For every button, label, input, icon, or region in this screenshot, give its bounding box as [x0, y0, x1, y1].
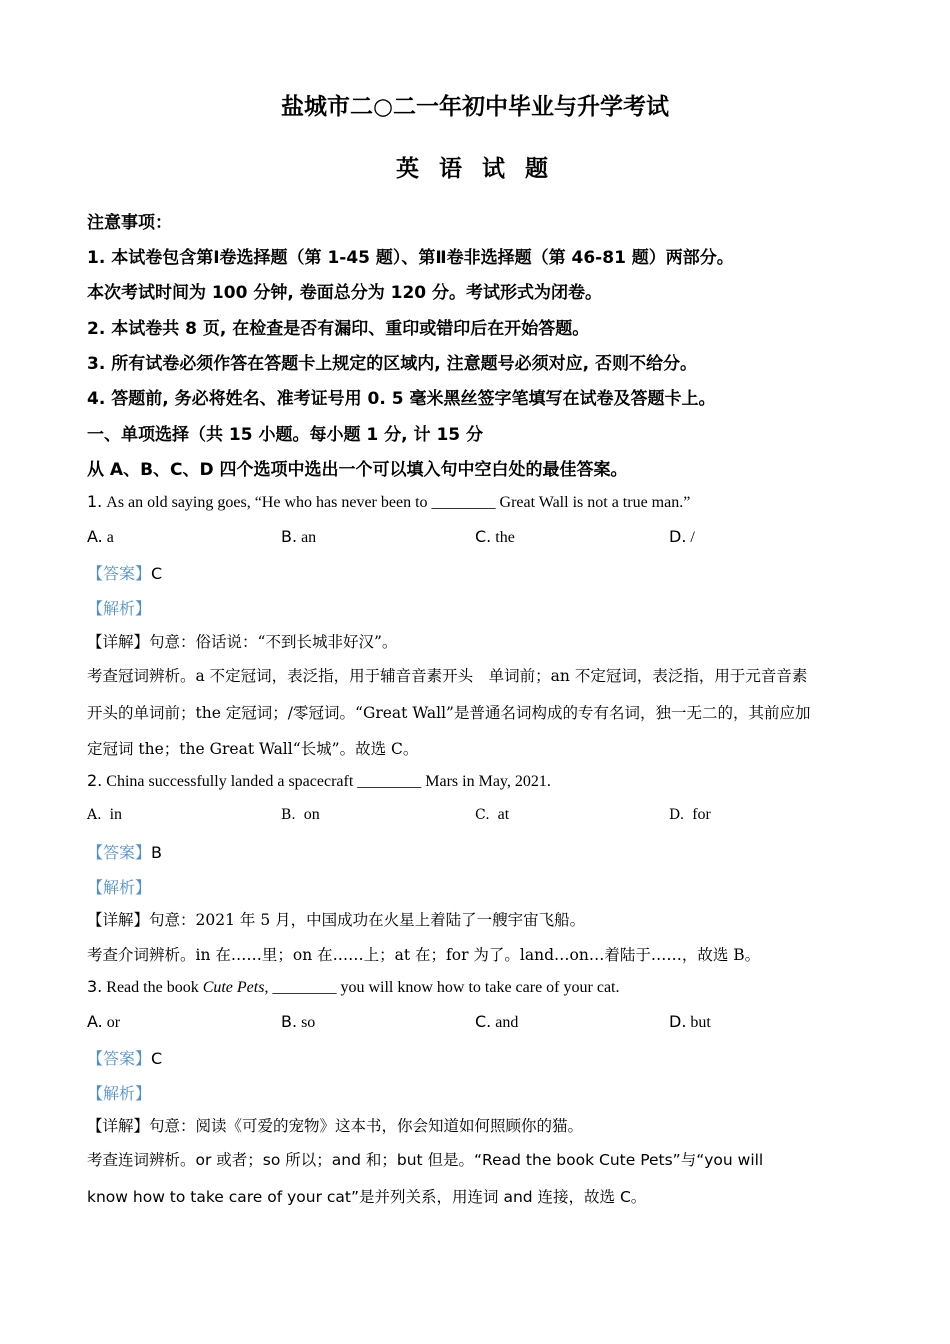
answer-value: B: [151, 843, 162, 862]
option-text: /: [690, 529, 695, 546]
detail-line: [87, 1114, 583, 1136]
question-number: 1.: [87, 492, 103, 511]
book-title: Cute Pets: [202, 979, 265, 996]
option-letter: C.: [475, 807, 490, 823]
option-text: for: [692, 806, 711, 823]
analysis-tag: 【解析】: [87, 599, 152, 618]
option-b[interactable]: [281, 806, 320, 824]
option-letter: B.: [281, 807, 296, 823]
option-letter: A.: [87, 527, 103, 546]
option-a[interactable]: [87, 1012, 120, 1032]
notice-item: 2. 本试卷共 8 页, 在检查是否有漏印、重印或错印后在开始答题。: [87, 319, 590, 339]
detail-text: 句意：2021 年 5 月，中国成功在火星上着陆了一艘宇宙飞船。: [149, 911, 586, 929]
answer-value: C: [151, 1049, 163, 1068]
notice-item: 3. 所有试卷必须作答在答题卡上规定的区域内, 注意题号必须对应, 否则不给分。: [87, 354, 697, 374]
option-c[interactable]: [475, 806, 509, 824]
detail-line: know how to take care of your cat”是并列关系，用连词 and 连接，故选 C。: [87, 1188, 647, 1206]
detail-line: [87, 908, 585, 930]
option-c[interactable]: [475, 1012, 518, 1032]
detail-line: [87, 630, 397, 652]
detail-line: 开头的单词前；the 定冠词；/零冠词。“Great Wall”是普通名词构成的专有名词，独一无二的，其前应加: [87, 704, 811, 722]
detail-tag: 【详解】: [87, 633, 150, 651]
analysis-tag: 【解析】: [87, 1084, 152, 1103]
subject-title: 英 语 试 题: [395, 156, 555, 182]
detail-tag: 【详解】: [87, 1117, 150, 1135]
detail-line: 定冠词 the；the Great Wall“长城”。故选 C。: [87, 740, 419, 758]
detail-text: 句意：俗话说：“不到长城非好汉”。: [149, 633, 398, 651]
option-letter: A.: [87, 1012, 103, 1031]
answer-tag: 【答案】: [87, 843, 152, 862]
option-text: an: [301, 529, 317, 546]
option-c[interactable]: [475, 527, 515, 547]
question-text: China successfully landed a spacecraft ________ Mars in May, 2021.: [106, 773, 551, 790]
option-a[interactable]: [87, 527, 114, 547]
question-text-before: Read the book: [106, 979, 203, 996]
option-text: or: [106, 1014, 121, 1031]
option-text: at: [497, 806, 510, 823]
option-letter: D.: [669, 807, 685, 823]
question-text: As an old saying goes, “He who has never been to ________ Great Wall is not a true man.”: [106, 494, 691, 511]
option-text: but: [690, 1014, 711, 1031]
question-3: [87, 977, 619, 997]
notice-item: 4. 答题前, 务必将姓名、准考证号用 0. 5 毫米黑丝签字笔填写在试卷及答题卡上。: [87, 389, 716, 409]
option-letter: A.: [87, 807, 102, 823]
answer-tag: 【答案】: [87, 564, 152, 583]
option-letter: C.: [475, 527, 492, 546]
option-b[interactable]: [281, 527, 316, 547]
option-text: so: [301, 1014, 316, 1031]
option-letter: B.: [281, 527, 298, 546]
notice-heading: 注意事项：: [87, 213, 172, 233]
question-text-after: , ________ you will know how to take care of your cat.: [264, 979, 620, 996]
option-letter: D.: [669, 1012, 687, 1031]
answer-value: C: [151, 564, 163, 583]
detail-tag: 【详解】: [87, 911, 150, 929]
question-number: 2.: [87, 771, 103, 790]
answer-line: [87, 561, 162, 584]
exam-title: 盐城市二○二一年初中毕业与升学考试: [280, 94, 670, 120]
option-d[interactable]: [669, 806, 711, 824]
answer-tag: 【答案】: [87, 1049, 152, 1068]
option-a[interactable]: [87, 806, 122, 824]
notice-item: 1. 本试卷包含第Ⅰ卷选择题（第 1-45 题）、第Ⅱ卷非选择题（第 46-81 题）两部分。: [87, 248, 734, 268]
option-d[interactable]: [669, 1012, 711, 1032]
question-2: [87, 771, 551, 791]
option-letter: D.: [669, 527, 687, 546]
option-text: on: [303, 806, 320, 823]
question-number: 3.: [87, 977, 103, 996]
section-title: 一、单项选择（共 15 小题。每小题 1 分, 计 15 分: [87, 425, 484, 445]
detail-line: 考查连词辨析。or 或者；so 所以；and 和；but 但是。“Read the book Cute Pets”与“you will: [87, 1151, 764, 1169]
answer-line: [87, 1046, 162, 1069]
option-text: in: [109, 806, 123, 823]
option-b[interactable]: [281, 1012, 315, 1032]
option-letter: C.: [475, 1012, 492, 1031]
detail-text: 句意：阅读《可爱的宠物》这本书，你会知道如何照顾你的猫。: [149, 1117, 584, 1135]
option-d[interactable]: [669, 527, 695, 547]
detail-line: 考查介词辨析。in 在……里；on 在……上；at 在；for 为了。land…on…着陆于……，故选 B。: [87, 946, 761, 964]
option-letter: B.: [281, 1012, 298, 1031]
question-1: [87, 492, 690, 512]
answer-line: [87, 840, 162, 863]
section-instruction: 从 A、B、C、D 四个选项中选出一个可以填入句中空白处的最佳答案。: [87, 460, 628, 480]
analysis-tag: 【解析】: [87, 878, 152, 897]
option-text: and: [495, 1014, 519, 1031]
notice-item: 本次考试时间为 100 分钟, 卷面总分为 120 分。考试形式为闭卷。: [87, 283, 603, 303]
detail-line: 考查冠词辨析。a 不定冠词，表泛指，用于辅音音素开头 单词前；an 不定冠词，表泛指，用于元音音素: [87, 667, 808, 685]
option-text: a: [106, 529, 114, 546]
option-text: the: [495, 529, 515, 546]
